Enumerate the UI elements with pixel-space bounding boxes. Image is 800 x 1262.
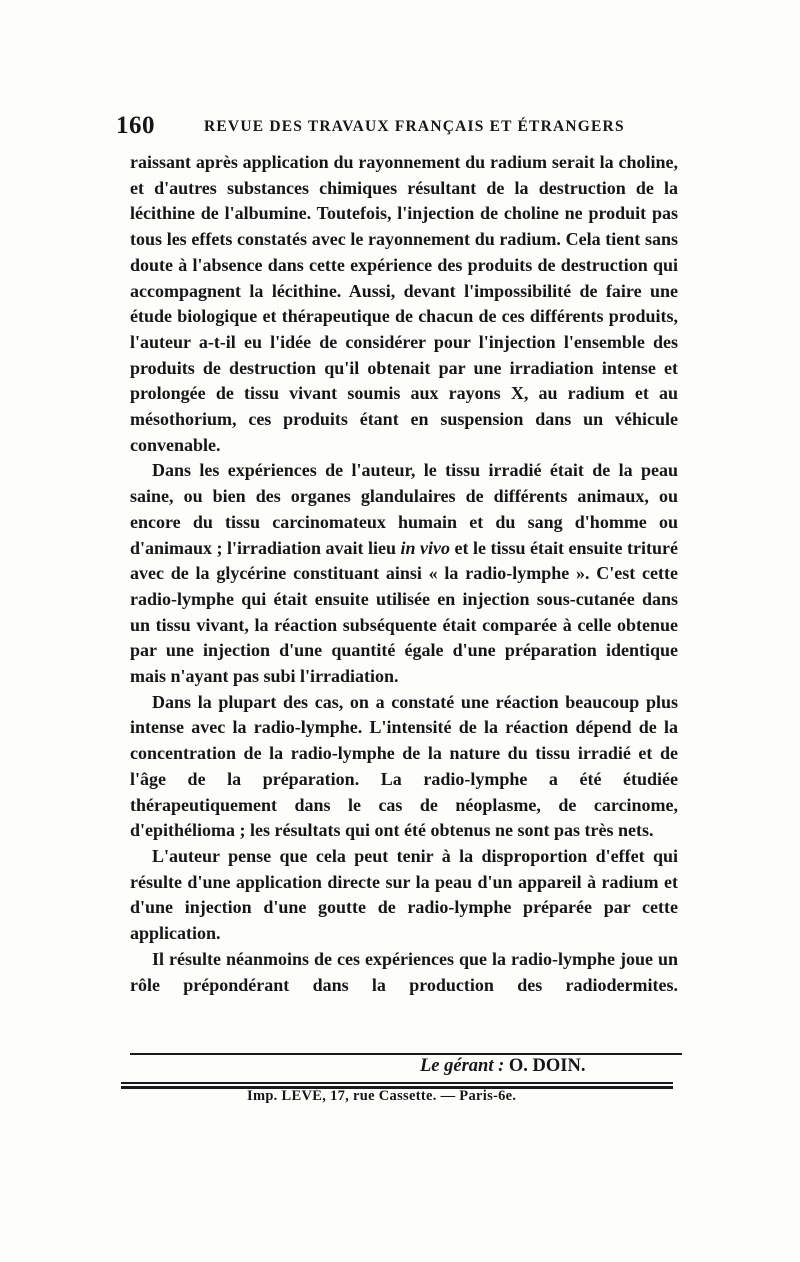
running-title: REVUE DES TRAVAUX FRANÇAIS ET ÉTRANGERS bbox=[204, 118, 625, 135]
manager-line bbox=[420, 1056, 585, 1077]
paragraph-2-italic: in vivo bbox=[400, 537, 451, 558]
paragraph-1: raissant après application du rayonnement du radium serait la choline, et d'autres substances chimiques résultant de la destruction de la lécithine de l'albumine. Toutefois, l'injection de choline ne produit pas tous les effets constatés avec le rayonnement du radium. Cela tient sans doute à l'absence dans cette expérience des produits de destruction qui accompagnent la lécithine. Aussi, devant l'impossibilité de faire une étude biologique et thérapeutique de chacun de ces différents produits, l'auteur a-t-il eu l'idée de considérer pour l'injection l'ensemble des produits de destruction qu'il obtenait par une irradiation intense et prolongée de tissu vivant soumis aux rayons X, au radium et au mésothorium, ces produits étant en suspension dans un véhicule convenable. bbox=[130, 152, 678, 455]
page-number: 160 bbox=[116, 112, 155, 139]
printer-imprint: Imp. LEVÉ, 17, rue Cassette. — Paris-6e. bbox=[247, 1088, 517, 1104]
manager-name: O. DOIN. bbox=[508, 1056, 586, 1076]
body-text bbox=[130, 150, 678, 998]
page-header bbox=[112, 112, 682, 146]
footer-rule-top bbox=[121, 1082, 673, 1084]
paragraph-2 bbox=[130, 458, 678, 689]
paragraph-2-part-2: et le tissu était ensuite trituré avec de la glycérine constituant ainsi « la radio-lymphe ». C'est cette radio-lymphe qui était ensuite utilisée en injection sous-cutanée dans un tissu vivant, la réaction subséquente était comparée à celle obtenue par une injection d'une quantité égale d'une préparation identique mais n'ayant pas subi l'irradiation. bbox=[130, 537, 678, 687]
text-end-rule bbox=[130, 1053, 682, 1055]
paragraph-3: Dans la plupart des cas, on a constaté une réaction beaucoup plus intense avec la radio-lymphe. L'intensité de la réaction dépend de la concentration de la radio-lymphe de la nature du tissu irradié et de l'âge de la préparation. La radio-lymphe a été étudiée thérapeutiquement dans le cas de néoplasme, de carcinome, d'epithélioma ; les résultats qui ont été obtenus ne sont pas très nets. bbox=[130, 691, 678, 841]
manager-label: Le gérant : bbox=[420, 1056, 505, 1076]
paragraph-5: Il résulte néanmoins de ces expériences que la radio-lymphe joue un rôle prépondérant dans la production des radiodermites. bbox=[130, 948, 678, 995]
paragraph-2-part-1: Dans les expériences de l'auteur, le tissu irradié était de la peau saine, ou bien des organes glandulaires de différents animaux, ou encore du tissu carcinomateux humain et du sang d'homme ou d'animaux ; l'irradiation avait lieu bbox=[130, 460, 678, 558]
paragraph-4: L'auteur pense que cela peut tenir à la disproportion d'effet qui résulte d'une application directe sur la peau d'un appareil à radium et d'une injection d'une goutte de radio-lymphe préparée par cette application. bbox=[130, 845, 678, 944]
